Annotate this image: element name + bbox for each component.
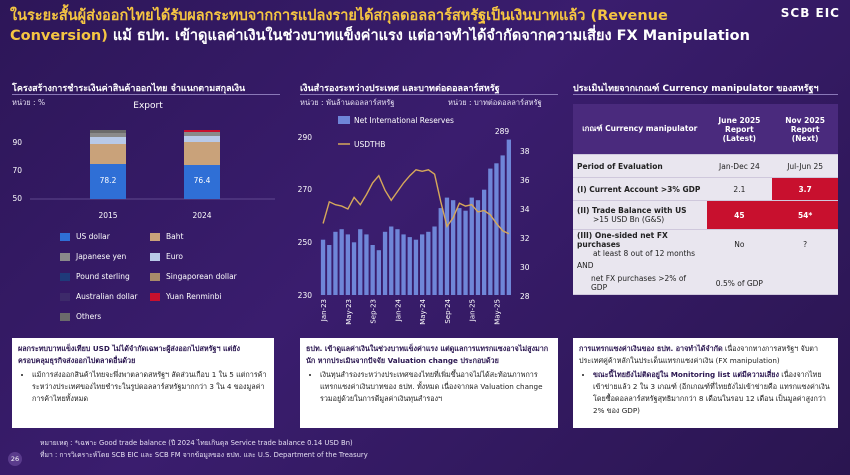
x-tick: May-25 bbox=[493, 299, 502, 325]
export-y-tick: 70 bbox=[12, 166, 22, 175]
reserves-bar bbox=[507, 140, 511, 295]
bar-2015-yen bbox=[90, 133, 126, 137]
left-insight-bullet: • แม้การส่งออกสินค้าไทยจะพึ่งพาตลาดสหรัฐฯ สัดส่วนเกือบ 1 ใน 5 แต่การค้าระหว่างประเทศของไทยชำระในรูปดอลลาร์สหรัฐมากกว่า 3 ใน 4 ของมูลค่าการค้าไทยทั้งหมด bbox=[32, 369, 268, 405]
legend-swatch bbox=[60, 293, 70, 301]
bar-2015-baht bbox=[90, 144, 126, 164]
reserves-bar bbox=[432, 227, 436, 296]
reserves-bar bbox=[383, 232, 387, 295]
legend-item-pound bbox=[60, 272, 130, 281]
table-cell-label: (III) One-sided net FX purchases bbox=[577, 230, 668, 249]
export-chart-title: Export bbox=[133, 101, 163, 111]
right-axis-ticks bbox=[520, 147, 530, 301]
bar-2024-euro bbox=[184, 136, 220, 142]
middle-section-divider bbox=[300, 94, 558, 95]
legend-swatch bbox=[150, 273, 160, 281]
reserves-bar bbox=[321, 240, 325, 295]
table-row bbox=[573, 201, 838, 230]
bar-2024-baht bbox=[184, 142, 220, 165]
table-cell bbox=[772, 258, 838, 272]
legend-swatch bbox=[60, 253, 70, 261]
page-number: 26 bbox=[8, 452, 22, 466]
left-axis-ticks bbox=[298, 133, 313, 300]
page-title bbox=[10, 6, 780, 46]
reserves-bar bbox=[408, 237, 412, 295]
table-cell bbox=[573, 230, 707, 259]
bar-2015-euro bbox=[90, 137, 126, 144]
legend-swatch bbox=[60, 313, 70, 321]
reserves-bar bbox=[401, 234, 405, 295]
table-row bbox=[573, 272, 838, 295]
middle-insight-box bbox=[300, 338, 558, 428]
table-cell: ? bbox=[772, 230, 838, 259]
reserves-usdthb-chart bbox=[290, 108, 565, 333]
reserves-bar bbox=[377, 250, 381, 295]
legend-item-sgd bbox=[150, 272, 237, 281]
export-y-tick: 90 bbox=[12, 138, 22, 147]
reserves-bar bbox=[371, 245, 375, 295]
x-tick: Jan-23 bbox=[320, 299, 329, 322]
table-cell: Jan-Dec 24 bbox=[707, 155, 773, 178]
reserves-bar bbox=[457, 208, 461, 295]
reserves-bar bbox=[482, 190, 486, 295]
legend-swatch bbox=[150, 253, 160, 261]
legend-line-label: USDTHB bbox=[354, 140, 386, 149]
table-row bbox=[573, 155, 838, 178]
reserves-bar bbox=[463, 211, 467, 295]
table-header-row bbox=[573, 104, 838, 155]
left-section-header: โครงสร้างการชำระเงินค่าสินค้าออกไทย จำแนกตามสกุลเงิน bbox=[12, 84, 246, 94]
right-insight-box bbox=[573, 338, 838, 428]
legend-bars-swatch bbox=[338, 116, 350, 124]
title-line-2 bbox=[10, 26, 780, 46]
title-line-2-rest: แม้ ธปท. เข้าดูแลค่าเงินในช่วงบาทแข็งค่าแรง แต่อาจทำได้จำกัดจากความเสี่ยง FX Manipulation bbox=[107, 28, 750, 44]
bar-2024-yuan bbox=[184, 130, 220, 132]
bar-2024-label: 76.4 bbox=[193, 176, 211, 185]
y-left-tick: 250 bbox=[297, 238, 312, 247]
reserves-bar bbox=[488, 169, 492, 295]
left-insight-list bbox=[18, 369, 268, 405]
right-insight-bullet-text: เนื่องจากไทยเข้าข่ายแล้ว 2 ใน 3 เกณฑ์ (อีกเกณฑ์ที่ไทยยังไม่เข้าข่ายคือ แทรกแซงค่าเงินโดยซื้อดอลลาร์สหรัฐสุทธิมากกว่า 8 เดือนในรอบ 12 เดือน เป็นมูลค่าสูงกว่า 2% ของ GDP) bbox=[593, 370, 830, 415]
y-right-tick: 32 bbox=[520, 234, 530, 243]
legend-item-cny bbox=[150, 292, 221, 301]
y-left-tick: 270 bbox=[297, 185, 312, 194]
reserves-bar bbox=[420, 234, 424, 295]
reserves-bar bbox=[476, 200, 480, 295]
table-cell bbox=[573, 201, 707, 230]
reserves-bar bbox=[352, 242, 356, 295]
bar-2015-others bbox=[90, 130, 126, 133]
right-insight-list bbox=[579, 369, 832, 417]
x-tick: Jan-25 bbox=[468, 299, 477, 322]
legend-label: Japanese yen bbox=[76, 252, 127, 261]
y-right-tick: 36 bbox=[520, 176, 530, 185]
legend-item-yen bbox=[60, 252, 126, 261]
legend-label: Singaporean dollar bbox=[166, 272, 237, 281]
table-cell bbox=[707, 258, 773, 272]
reserves-bar bbox=[340, 229, 344, 295]
table-row bbox=[573, 258, 838, 272]
legend-item-baht bbox=[150, 232, 183, 241]
y-right-tick: 30 bbox=[520, 263, 530, 272]
table-cell-flag: 45 bbox=[707, 201, 773, 230]
right-insight-text: เนื่องจากทางการสหรัฐฯ จับตาประเทศคู่ค้าหลักในประเด็นแทรกแซงค่าเงิน (FX manipulation) bbox=[579, 344, 818, 365]
table-header-june: June 2025 Report (Latest) bbox=[707, 104, 773, 155]
table-cell-sub: at least 8 out of 12 months bbox=[593, 248, 696, 258]
y-right-tick: 38 bbox=[520, 147, 530, 156]
export-x-tick: 2015 bbox=[98, 211, 118, 220]
middle-unit-left: หน่วย : พันล้านดอลลาร์สหรัฐ bbox=[300, 98, 395, 107]
legend-swatch bbox=[60, 273, 70, 281]
legend-swatch bbox=[150, 293, 160, 301]
legend-swatch bbox=[150, 233, 160, 241]
legend-label: Pound sterling bbox=[76, 272, 130, 281]
table-header-criteria: เกณฑ์ Currency manipulator bbox=[573, 104, 707, 155]
right-section-header: ประเมินไทยจากเกณฑ์ Currency manipulator ของสหรัฐฯ bbox=[573, 84, 819, 94]
left-unit-label: หน่วย : % bbox=[12, 98, 46, 107]
reserves-bar bbox=[494, 163, 498, 295]
footnote: หมายเหตุ : *เฉพาะ Good trade balance (ปี 2024 ไทยเกินดุล Service trade balance 0.14 USD Bn) bbox=[40, 439, 353, 447]
peak-label: 289 bbox=[494, 127, 510, 136]
currency-manipulator-table bbox=[573, 104, 838, 295]
x-tick: Sep-24 bbox=[444, 299, 452, 324]
table-cell bbox=[772, 272, 838, 295]
right-insight-title: การแทรกแซงค่าเงินของ ธปท. อาจทำได้จำกัด bbox=[579, 344, 723, 353]
table-cell: Jul-Jun 25 bbox=[772, 155, 838, 178]
legend-item-aud bbox=[60, 292, 138, 301]
table-cell: Period of Evaluation bbox=[573, 155, 707, 178]
y-right-tick: 28 bbox=[520, 292, 530, 301]
middle-insight-title: ธปท. เข้าดูแลค่าเงินในช่วงบาทแข็งค่าแรง แต่ดูแลการแทรกแซงอาจไม่สูงมากนัก หากประเมินจากปัจจัย Valuation change ประกอบด้วย bbox=[306, 344, 549, 365]
reserves-bar bbox=[445, 198, 449, 295]
x-tick: Jan-24 bbox=[394, 299, 403, 322]
y-right-tick: 34 bbox=[520, 205, 530, 214]
left-insight-title: ผลกระทบบาทแข็งเทียบ USD ไม่ได้จำกัดเฉพาะผู้ส่งออกไปสหรัฐฯ แต่ยังครอบคลุมธุรกิจส่งออกไปตลาดอื่นด้วย bbox=[18, 344, 241, 365]
middle-insight-list bbox=[306, 369, 552, 405]
legend-swatch bbox=[60, 233, 70, 241]
usdthb-line bbox=[323, 170, 509, 234]
bar-2015-label: 78.2 bbox=[99, 176, 117, 185]
table-row bbox=[573, 230, 838, 259]
table-row bbox=[573, 178, 838, 201]
bar-2024-yen bbox=[184, 132, 220, 136]
table-cell: AND bbox=[573, 258, 707, 272]
legend-label: Yuan Renminbi bbox=[166, 292, 222, 301]
export-y-tick: 50 bbox=[12, 194, 22, 203]
reserves-bar bbox=[439, 208, 443, 295]
reserves-bar bbox=[346, 234, 350, 295]
middle-unit-right: หน่วย : บาทต่อดอลลาร์สหรัฐ bbox=[448, 98, 542, 107]
table-cell-label: (II) Trade Balance with US bbox=[577, 206, 687, 215]
table-header-nov: Nov 2025 Report (Next) bbox=[772, 104, 838, 155]
legend-item-others bbox=[60, 312, 101, 321]
reserves-bar bbox=[327, 245, 331, 295]
legend-label: US dollar bbox=[76, 232, 110, 241]
table-cell: 2.1 bbox=[707, 178, 773, 201]
legend-bars-label: Net International Reserves bbox=[354, 116, 454, 125]
reserves-bar bbox=[333, 232, 337, 295]
right-section-divider bbox=[573, 94, 838, 95]
legend-label: Euro bbox=[166, 252, 183, 261]
middle-section-header: เงินสำรองระหว่างประเทศ และบาทต่อดอลลาร์สหรัฐ bbox=[300, 84, 500, 94]
export-x-tick: 2024 bbox=[192, 211, 212, 220]
left-insight-box bbox=[12, 338, 274, 428]
reserves-bar bbox=[470, 198, 474, 295]
export-currency-chart bbox=[0, 95, 290, 225]
legend-label: Baht bbox=[166, 232, 184, 241]
table-cell-flag: 54* bbox=[772, 201, 838, 230]
legend-item-euro bbox=[150, 252, 183, 261]
y-left-tick: 290 bbox=[297, 133, 312, 142]
x-tick: May-23 bbox=[344, 299, 353, 325]
legend-label: Australian dollar bbox=[76, 292, 138, 301]
x-tick: Sep-23 bbox=[369, 299, 378, 324]
title-line-1: ในระยะสั้นผู้ส่งออกไทยได้รับผลกระทบจากการแปลงรายได้สกุลดอลลาร์สหรัฐเป็นเงินบาทแล้ว (Revenue bbox=[10, 8, 668, 24]
middle-insight-bullet: • เงินทุนสำรองระหว่างประเทศของไทยที่เพิ่มขึ้นอาจไม่ได้สะท้อนภาพการแทรกแซงค่าเงินบาทของ ธปท. ทั้งหมด เนื่องจากผล Valuation change รวมอยู่ด้วยในการดีมูลค่าเงินทุนสำรองฯ bbox=[320, 369, 552, 405]
table-cell: (I) Current Account >3% GDP bbox=[573, 178, 707, 201]
scb-eic-logo: SCB EIC bbox=[780, 6, 840, 20]
title-line-2-highlight: Conversion) bbox=[10, 28, 108, 44]
x-tick: May-24 bbox=[419, 299, 428, 325]
y-left-tick: 230 bbox=[297, 291, 312, 300]
reserves-bar bbox=[389, 227, 393, 296]
table-cell: net FX purchases >2% of GDP bbox=[573, 272, 707, 295]
table-cell-flag: 3.7 bbox=[772, 178, 838, 201]
right-insight-bullet bbox=[593, 369, 832, 417]
legend-label: Others bbox=[76, 312, 102, 321]
source-note: ที่มา : การวิเคราะห์โดย SCB EIC และ SCB FM จากข้อมูลของ ธปท. และ U.S. Department of the Treasury bbox=[40, 451, 368, 459]
reserves-bar bbox=[426, 232, 430, 295]
table-cell: No bbox=[707, 230, 773, 259]
right-insight-bullet-bold: ขณะนี้ไทยยังไม่ติดอยู่ใน Monitoring list แต่มีความเสี่ยง bbox=[593, 370, 779, 379]
reserves-bar bbox=[358, 229, 362, 295]
reserves-bar bbox=[414, 240, 418, 295]
table-cell-sub: >15 USD Bn (G&S) bbox=[593, 215, 665, 224]
reserves-bar bbox=[395, 229, 399, 295]
legend-item-usd bbox=[60, 232, 110, 241]
table-cell: 0.5% of GDP bbox=[707, 272, 773, 295]
reserves-bar bbox=[501, 155, 505, 295]
reserves-bar bbox=[364, 234, 368, 295]
